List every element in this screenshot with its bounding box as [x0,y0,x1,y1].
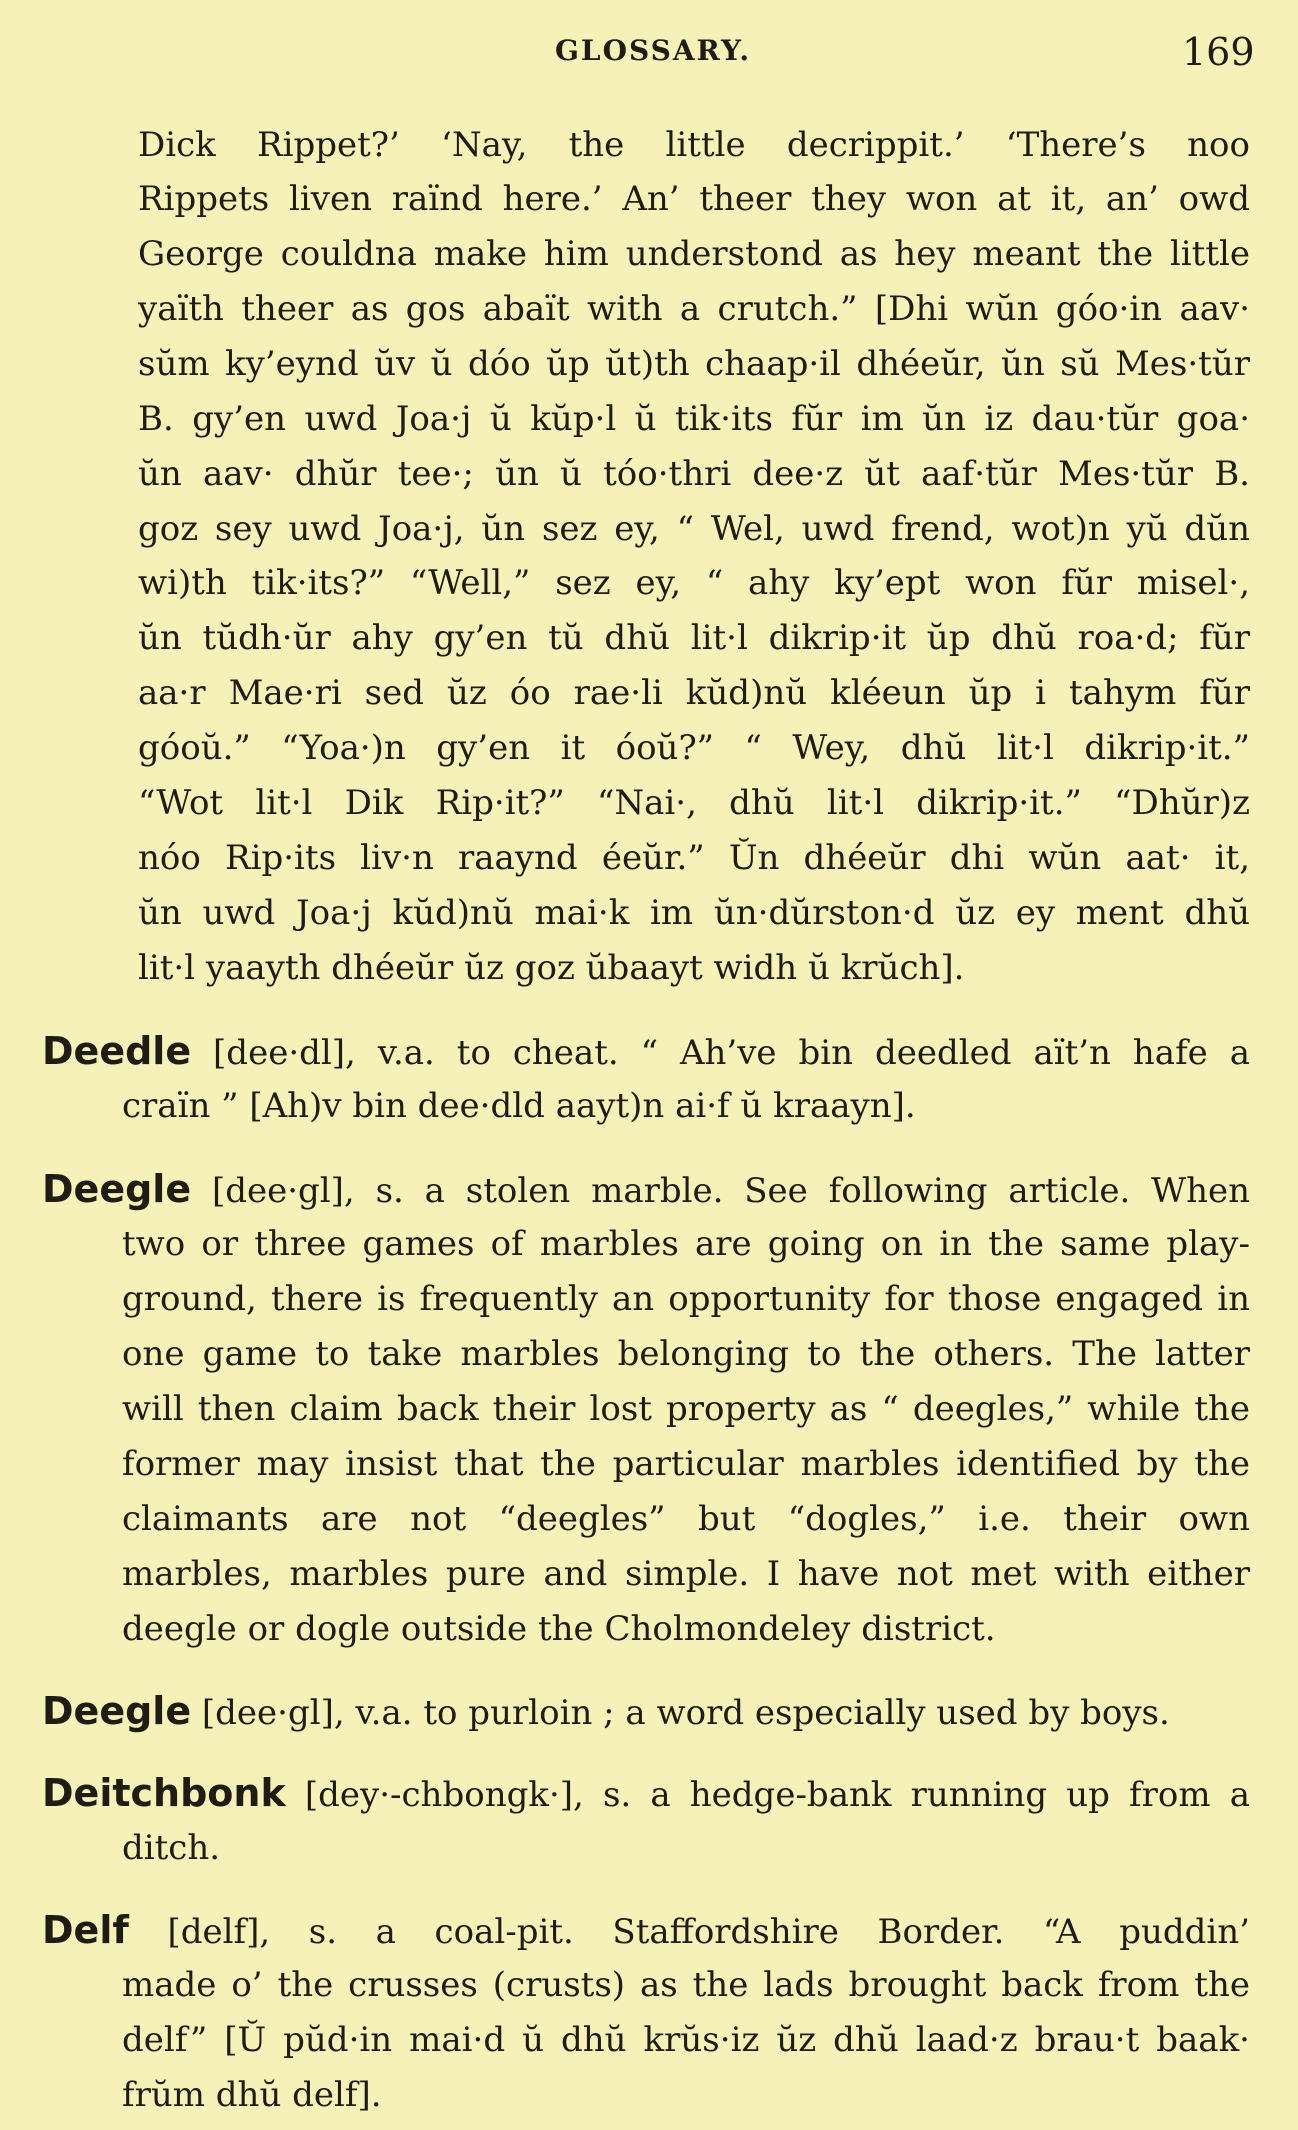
entry-line: [dee·gl], v.a. to purloin ; a word especially used by boys. [201,1693,1170,1733]
headword: Deitchbonk [42,1771,286,1815]
glossary-entry-deegle-noun [42,1162,1250,1219]
entry-line: delf” [Ŭ pŭd·in mai·d ŭ dhŭ krŭs·iz ŭz dhŭ laad·z brau·t baak· [122,2020,1250,2060]
running-head-title: GLOSSARY. [555,34,752,67]
entry-line: former may insist that the particular marbles identified by the [122,1444,1250,1484]
entry-line: two or three games of marbles are going on in the same play- [122,1224,1250,1264]
entry-line: claimants are not “deegles” but “dogles,” i.e. their own [122,1499,1250,1539]
text-line: B. gy’en uwd Joa·j ŭ kŭp·l ŭ tik·its fŭr im ŭn iz dau·tŭr goa· [138,399,1250,439]
headword: Delf [42,1908,129,1952]
entry-line: will then claim back their lost property as “ deegles,” while the [122,1389,1250,1429]
glossary-entry-deegle-verb [42,1684,1170,1741]
headword: Deegle [42,1689,192,1733]
text-line: góoŭ.” “Yoa·)n gy’en it óoŭ?” “ Wey, dhŭ lit·l dikrip·it.” [138,728,1250,768]
text-line: lit·l yaayth dhéeŭr ŭz goz ŭbaayt widh ŭ krŭch]. [138,948,965,988]
text-line: ŭn tŭdh·ŭr ahy gy’en tŭ dhŭ lit·l dikrip·it ŭp dhŭ roa·d; fŭr [138,618,1250,658]
entry-line: marbles, marbles pure and simple. I have not met with either [122,1554,1250,1594]
entry-line: ground, there is frequently an opportunity for those engaged in [122,1279,1250,1319]
entry-line: [delf], s. a coal-pit. Staffordshire Border. “A puddin’ [167,1912,1250,1952]
entry-line: [dey·-chbongk·], s. a hedge-bank running up from a [304,1775,1250,1815]
entry-line: ditch. [122,1828,221,1868]
text-line: wi)th tik·its?” “Well,” sez ey, “ ahy ky’ept won fŭr misel·, [138,563,1250,603]
text-line: nóo Rip·its liv·n raaynd éeŭr.” Ŭn dhéeŭr dhi wŭn aat· it, [138,838,1250,878]
headword: Deegle [42,1167,192,1211]
text-line: goz sey uwd Joa·j, ŭn sez ey, “ Wel, uwd frend, wot)n yŭ dŭn [138,509,1250,549]
text-line: George couldna make him understond as hey meant the little [138,234,1250,274]
entry-line: [dee·gl], s. a stolen marble. See following article. When [211,1171,1250,1211]
text-line: yaïth theer as gos abaït with a crutch.” [Dhi wŭn góo·in aav· [138,289,1250,329]
page-number: 169 [1182,30,1255,74]
entry-line: craïn ” [Ah)v bin dee·dld aayt)n ai·f ŭ kraayn]. [122,1086,916,1126]
entry-line: one game to take marbles belonging to the others. The latter [122,1334,1250,1374]
glossary-entry-delf [42,1903,1250,1960]
text-line: ŭn uwd Joa·j kŭd)nŭ mai·k im ŭn·dŭrston·d ŭz ey ment dhŭ [138,893,1250,933]
glossary-entry-deitchbonk [42,1766,1250,1823]
entry-line: [dee·dl], v.a. to cheat. “ Ah’ve bin deedled aït’n hafe a [213,1033,1250,1073]
text-line: Dick Rippet?’ ‘Nay, the little decrippit.’ ‘There’s noo [138,125,1250,165]
text-line: aa·r Mae·ri sed ŭz óo rae·li kŭd)nŭ kléeun ŭp i tahym fŭr [138,673,1250,713]
glossary-entry-deedle [42,1024,1250,1081]
text-line: sŭm ky’eynd ŭv ŭ dóo ŭp ŭt)th chaap·il dhéeŭr, ŭn sŭ Mes·tŭr [138,344,1250,384]
text-line: ŭn aav· dhŭr tee·; ŭn ŭ tóo·thri dee·z ŭt aaf·tŭr Mes·tŭr B. [138,454,1250,494]
text-line: “Wot lit·l Dik Rip·it?” “Nai·, dhŭ lit·l dikrip·it.” “Dhŭr)z [138,783,1250,823]
entry-line: deegle or dogle outside the Cholmondeley district. [122,1609,996,1649]
headword: Deedle [42,1029,192,1073]
entry-line: made o’ the crusses (crusts) as the lads brought back from the [122,1965,1250,2005]
text-line: Rippets liven raïnd here.’ An’ theer they won at it, an’ owd [138,179,1250,219]
entry-line: frŭm dhŭ delf]. [122,2075,382,2115]
running-head [0,30,1298,80]
